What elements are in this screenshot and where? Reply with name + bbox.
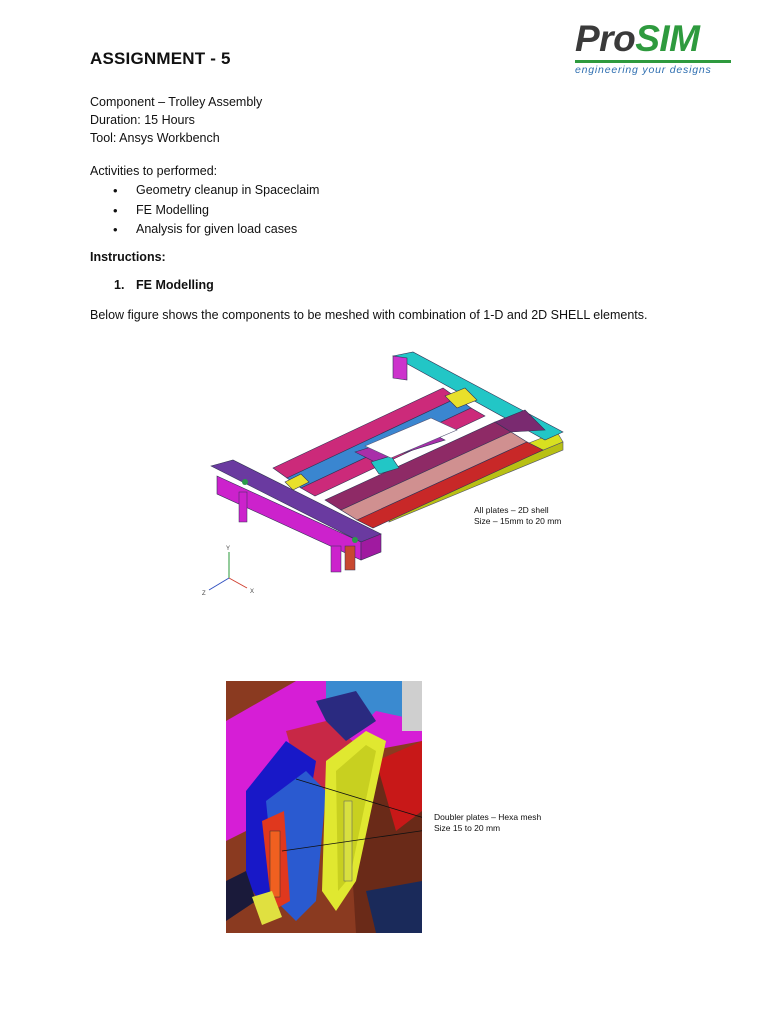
- description-paragraph: Below figure shows the components to be meshed with combination of 1-D and 2D SHELL elements.: [90, 308, 648, 322]
- prosim-logo: [572, 18, 742, 82]
- figure2-annotation: [434, 812, 541, 834]
- list-item: • FE Modelling: [110, 201, 319, 221]
- logo-word-pro: Pro: [575, 18, 636, 59]
- bullet-icon: •: [113, 202, 118, 218]
- section-title: FE Modelling: [136, 278, 214, 292]
- logo-underline: [575, 60, 731, 63]
- list-item: • Analysis for given load cases: [110, 220, 319, 240]
- trolley-assembly-figure: [195, 350, 575, 600]
- logo-word-sim: SIM: [635, 18, 700, 59]
- figure1-note-line1: All plates – 2D shell: [474, 505, 549, 515]
- meta-tool: Tool: Ansys Workbench: [90, 131, 220, 145]
- figure1-note-line2: Size – 15mm to 20 mm: [474, 516, 562, 526]
- doubler-plate-closeup-figure: [226, 681, 422, 933]
- axis-y-label: Y: [226, 546, 231, 552]
- logo-tagline: engineering your designs: [575, 64, 712, 76]
- section-heading: [114, 278, 214, 292]
- figure2-note-line2: Size 15 to 20 mm: [434, 823, 501, 833]
- meta-duration: Duration: 15 Hours: [90, 113, 195, 127]
- instructions-heading: Instructions:: [90, 250, 166, 264]
- list-item: • Geometry cleanup in Spaceclaim: [110, 181, 319, 201]
- activities-heading: Activities to performed:: [90, 164, 218, 178]
- section-number: 1.: [114, 278, 125, 292]
- bullet-icon: •: [113, 222, 118, 237]
- axis-x-label: X: [250, 589, 255, 595]
- axis-z-label: Z: [202, 591, 206, 597]
- figure2-note-line1: Doubler plates – Hexa mesh: [434, 812, 542, 822]
- assignment-meta: [90, 93, 262, 147]
- figure1-annotation: [474, 505, 561, 527]
- page-title: ASSIGNMENT - 5: [90, 49, 231, 68]
- meta-component: Component – Trolley Assembly: [90, 95, 263, 109]
- activities-list: [110, 181, 319, 240]
- bullet-icon: •: [113, 183, 118, 198]
